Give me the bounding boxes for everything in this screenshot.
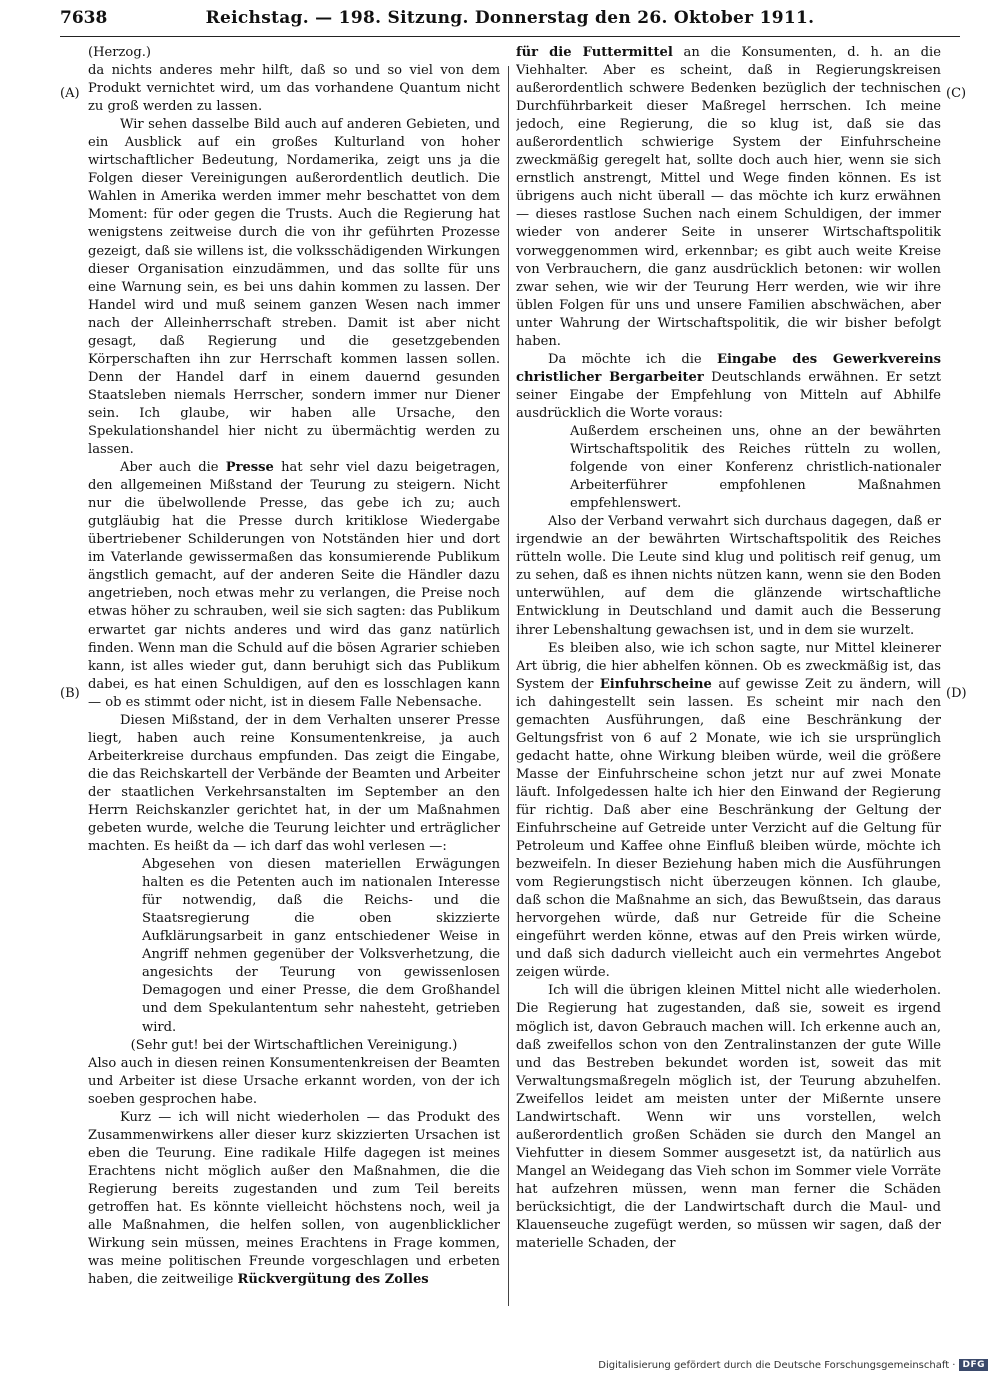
text-run: Kurz — ich will nicht wiederholen — das Produkt des Zusammenwirkens aller dieser kurz skizzierten Ursachen ist eben die Teurung. Eine radikale Hilfe dagegen ist meines Erachtens nicht möglich außer den Maßnahmen, die die Regierung bereits zugestanden und zum Teil bereits getroffen hat. Es könnte vielleicht höchstens noch, weil ja alle Maßnahmen, die helfen sollen, von augenblicklicher Wirkung sein müssen, meines Erachtens in Frage kommen, was meine politischen Freunde vorgeschlagen und erbeten haben, die zeitweilige	[88, 1109, 500, 1288]
paragraph	[88, 459, 500, 712]
bold-term: Einfuhrscheine	[599, 676, 712, 692]
paragraph: Wir sehen dasselbe Bild auch auf anderen Gebieten, und ein Ausblick auf ein großes Kulturland von hoher wirtschaftlicher Bedeutung, Nordamerika, zeigt uns ja die Folgen dieser Vereinigungen außerordentlich deutlich. Die Wahlen in Amerika werden immer mehr beschattet von dem Moment: für oder gegen die Trusts. Auch die Regierung hat wenigstens zeitweise durch die von ihr geführten Prozesse gezeigt, daß sie willens ist, die volksschädigenden Wirkungen dieser Organisation einzudämmen, und das sollte für uns eine Warnung sein, es bei uns dahin kommen zu lassen. Der Handel wird und muß seinem ganzen Wesen nach immer nach der Alleinherrschaft streben. Damit ist aber nicht gesagt, daß Regierung und die gesetzgebenden Körperschaften ihn zur Herrschaft kommen lassen sollen. Denn der Handel darf in einem dauernd gesunden Staatsleben niemals Herrscher, sondern immer nur Diener sein. Ich glaube, wir haben alle Ursache, den Spekulationshandel hier nicht zu übermächtig werden zu lassen.	[88, 117, 500, 458]
footer-credit	[598, 1359, 988, 1371]
interjection: (Sehr gut! bei der Wirtschaftlichen Vereinigung.)	[130, 1037, 458, 1053]
bold-term: für die Futtermittel	[516, 45, 673, 60]
dfg-logo-icon: DFG	[959, 1359, 988, 1371]
column-divider	[508, 66, 509, 1306]
paragraph	[516, 44, 941, 351]
bold-term: Eingabe des Gewerkvereins christlicher Bergarbeiter	[516, 351, 941, 385]
text-run: Deutschlands erwähnen. Er setzt seiner Eingabe der Empfehlung von Mitteln auf Abhilfe ausdrücklich die Worte voraus:	[516, 369, 941, 421]
paragraph: Diesen Mißstand, der in dem Verhalten unserer Presse liegt, haben auch reine Konsumentenkreise, ja auch Arbeiterkreise durchaus empfunden. Das zeigt die Eingabe, die das Reichskartell der Verbände der Beamten und Arbeiter der staatlichen Verkehrsanstalten im September an den Herrn Reichskanzler gerichtet hat, in der um Maßnahmen gebeten wurde, welche die Teurung leichter und erträglicher machten. Es heißt da — ich darf das wohl verlesen —:	[88, 712, 500, 855]
paragraph: Also der Verband verwahrt sich durchaus dagegen, daß er irgendwie an der bewährten Wirtschaftspolitik des Reiches rütteln wolle. Die Leute sind klug und politisch reif genug, um zu sehen, daß es ihnen nichts nützen kann, wenn sie den Boden unterwühlen, auf dem die glänzende wirtschaftliche Entwicklung in Deutschland und damit auch die Besserung ihrer Lebenshaltung gewachsen ist, und in dem sie wurzelt.	[516, 514, 941, 638]
page-header	[60, 6, 960, 37]
bold-term: Rückvergütung des Zolles	[237, 1272, 429, 1288]
margin-mark-c: (C)	[946, 86, 967, 101]
footer-text: Digitalisierung gefördert durch die Deutsche Forschungsgemeinschaft ·	[598, 1359, 956, 1371]
bold-term: Presse	[225, 460, 274, 476]
left-column	[88, 44, 500, 1310]
right-column	[516, 44, 941, 1310]
block-quote: Abgesehen von diesen materiellen Erwägungen halten es die Petenten auch im nationalen Interesse für notwendig, daß die Reichs- und die Staatsregierung die oben skizzierte Aufklärungsarbeit in ganz entschiedener Weise in Angriff nehmen gegenüber der Volksverhetzung, die angesichts der Teurung von gewissenlosen Demagogen und einer Presse, die dem Großhandel und dem Spekulantentum sehr nahesteht, getrieben wird.	[142, 857, 500, 1035]
paragraph: Also auch in diesen reinen Konsumentenkreisen der Beamten und Arbeiter ist diese Ursache erkannt worden, von der ich soeben gesprochen habe.	[88, 1055, 500, 1107]
paragraph	[516, 351, 941, 423]
margin-mark-b: (B)	[60, 686, 80, 701]
text-run: hat sehr viel dazu beigetragen, den allgemeinen Mißstand der Teurung zu steigern. Nicht nur die übelwollende Presse, das gebe ich zu; auch gutgläubig hat die Presse durch kritiklose Wiedergabe übertriebener Schilderungen von Notständen hier und dort im Vaterlande gewissermaßen das konsumierende Publikum ängstlich gemacht, auf der anderen Seite die Händler dazu angetrieben, noch etwas mehr zu verlangen, die Preise noch etwas höher zu schrauben, weil sie sich sagten: das Publikum erwartet gar nichts anderes und wird das ganz natürlich finden. Wenn man die Schuld auf die bösen Agrarier schieben kann, ist alles wieder gut, dann beruhigt sich das Publikum dabei, es hat einen Schuldigen, auf den es losschlagen kann — ob es stimmt oder nicht, ist in diesem Falle Nebensache.	[88, 460, 500, 710]
text-run: Aber auch die	[120, 460, 226, 476]
paragraph: da nichts anderes mehr hilft, daß so und so viel von dem Produkt vernichtet wird, um das vorhandene Quantum nicht zu groß werden zu lassen.	[88, 63, 500, 115]
text-run: auf gewisse Zeit zu ändern, will ich dahingestellt sein lassen. Es scheint mir nach den gemachten Ausführungen, daß eine Beschränkung der Geltungsfrist von 6 auf 2 Monate, wie ich sie ursprünglich gedacht hatte, ohne Wirkung bleiben würde, weil die größere Masse der Einfuhrscheine schon jetzt nur auf zwei Monate läuft. Infolgedessen halte ich hier den Einwand der Regierung für richtig. Daß aber eine Beschränkung der Geltung der Einfuhrscheine auf Getreide unter Verzicht auf die Geltung für Petroleum und Kaffee ohne Einfluß bleiben würde, möchte ich bezweifeln. In dieser Beziehung haben mich die Ausführungen vom Regierungstisch nicht überzeugen können. Ich glaube, daß schon die Maßnahme an sich, das Bewußtsein, das daraus hervorgehen würde, daß nur Getreide für die Scheine eingeführt werden könne, etwas auf den Preis wirken würde, und daß sich dadurch vielleicht auch ein vermehrtes Angebot zeigen würde.	[516, 676, 941, 981]
text-run: Da möchte ich die	[548, 351, 717, 367]
paragraph	[88, 1109, 500, 1289]
running-title: Reichstag. — 198. Sitzung. Donnerstag den 26. Oktober 1911.	[205, 8, 815, 28]
text-run: Es bleiben also, wie ich schon sagte, nur Mittel kleinerer Art übrig, die hier abhelfen können. Ob es zweckmäßig ist, das System der	[516, 640, 941, 692]
paragraph	[516, 640, 941, 983]
paragraph: Ich will die übrigen kleinen Mittel nicht alle wiederholen. Die Regierung hat zugestanden, daß sie, soweit es irgend möglich ist, davon Gebrauch machen will. Ich erkenne auch an, daß zweifellos schon von den Zentralinstanzen der gute Wille und das Bestreben bekundet worden ist, soweit das mit Verwaltungsmaßregeln möglich ist, der Teurung abzuhelfen. Zweifellos leidet am meisten unter der Mißernte unsere Landwirtschaft. Wenn wir uns vorstellen, welch außerordentlich großen Schäden sie durch den Mangel an Viehfutter in diesem Sommer ausgesetzt ist, da natürlich aus Mangel an Weidegang das Vieh schon im Sommer viele Vorräte hat aufzehren müssen, wenn man ferner die Schäden berücksichtigt, die der Landwirtschaft durch die Maul- und Klauenseuche zugefügt werden, so müssen wir sagen, daß der materielle Schaden, der	[516, 983, 941, 1252]
margin-mark-a: (A)	[60, 86, 80, 101]
margin-mark-d: (D)	[946, 686, 967, 701]
page-number: 7638	[60, 8, 108, 28]
speaker-label: (Herzog.)	[88, 45, 151, 60]
text-run: an die Konsumenten, d. h. an die Viehhalter. Aber es scheint, daß in Regierungskreisen außerordentlich schwere Bedenken bezüglich der technischen Durchführbarkeit dieser Maßregel herrschen. Ich meine jedoch, eine Regierung, die so klug ist, daß sie das außerordentlich schwierige System der Einfuhrscheine zweckmäßig geregelt hat, sollte doch auch hier, wenn sie sich ernstlich anstrengt, Mittel und Wege finden können. Es ist übrigens auch nicht überall — das möchte ich kurz erwähnen — dieses rastlose Suchen nach einem Schuldigen, der immer wieder von anderer Seite in unserer Wirtschaftspolitik vorweggenommen wird, erkennbar; es gibt auch weite Kreise von Verbrauchern, die ganz ausdrücklich betonen: wir wollen zwar sehen, wie wir der Teurung Herr werden, wie wir ihre üblen Folgen für uns und unsere Familien abschwächen, aber unter Wahrung der Wirtschaftspolitik, die wir bisher befolgt haben.	[516, 45, 941, 349]
block-quote: Außerdem erscheinen uns, ohne an der bewährten Wirtschaftspolitik des Reiches rütteln zu wollen, folgende von einer Konferenz christlich-nationaler Arbeiterführer empfohlenen Maßnahmen empfehlenswert.	[570, 423, 941, 512]
